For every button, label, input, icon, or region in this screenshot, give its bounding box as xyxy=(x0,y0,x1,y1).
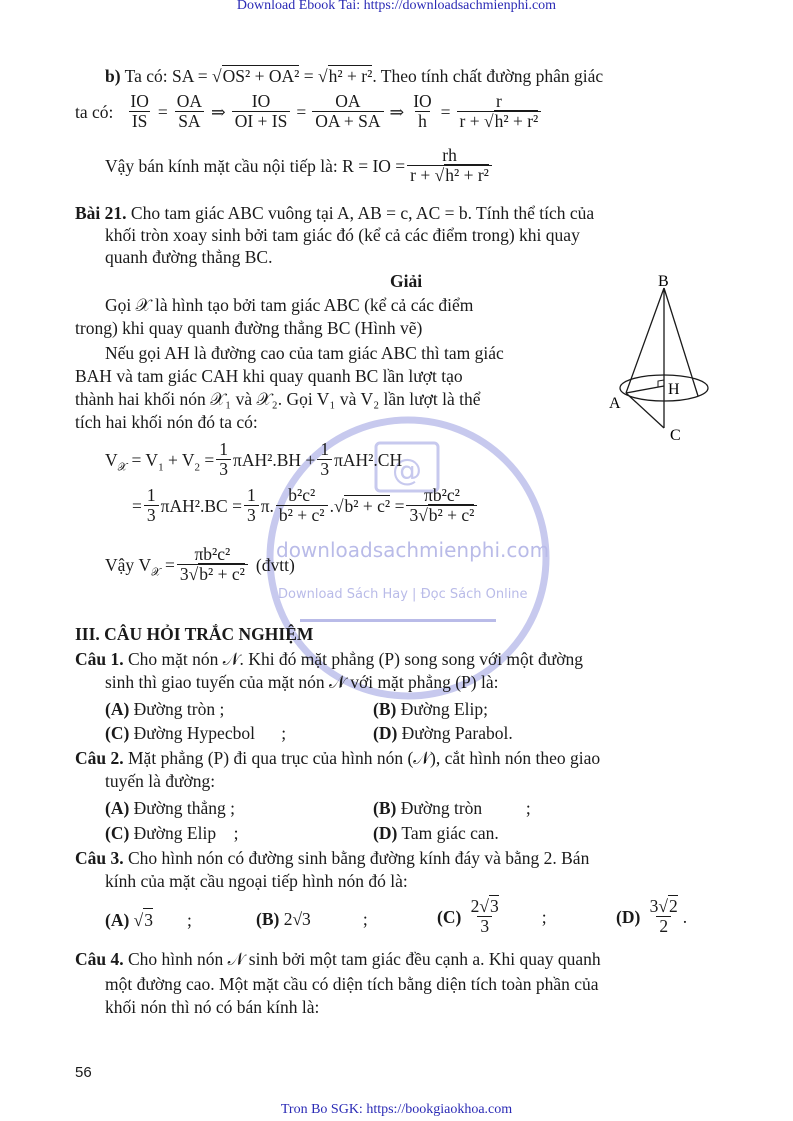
page-number: 56 xyxy=(75,1064,92,1081)
q2-option-b[interactable]: (B) Đường tròn ; xyxy=(373,798,531,818)
label-b: B xyxy=(658,273,669,290)
volume-conclusion: Vậy $V_𝒳$ = $\frac{\text{πb²c²}}{\text{3√b² + c²}}$ (đvtt) xyxy=(105,544,295,584)
volume-formula-line2: = $\frac{1}{3}$ πAH².BC = $\frac{1}{3}$ π. $\frac{\text{b²c²}}{\text{b² + c²}}$ .√b² + c² = $\frac{\text{πb²c²}}{\text{3√b² + c²}}$ xyxy=(132,486,479,525)
label-a: A xyxy=(609,395,621,412)
q1-option-a[interactable]: (A) Đường tròn ; xyxy=(105,699,225,719)
q1-line1: Câu 1. Cho mặt nón 𝒩. Khi đó mặt phẳng (P) song song với một đường xyxy=(75,649,584,669)
bai21-line3: quanh đường thẳng BC. xyxy=(105,247,273,267)
cone-figure xyxy=(600,268,715,448)
q3-line2: kính của mặt cầu ngoại tiếp hình nón đó là: xyxy=(105,871,408,891)
solution-line4: BAH và tam giác CAH khi quay quanh BC lần lượt tạo xyxy=(75,366,463,386)
part-b-conclusion: Vậy bán kính mặt cầu nội tiếp là: R = IO = $\frac{rh}{\text{r + √h² + r²}}$ xyxy=(105,146,494,185)
solution-line6: tích hai khối nón đó ta có: xyxy=(75,412,258,432)
q2-line1: Câu 2. Mặt phẳng (P) đi qua trục của hình nón (𝒩), cắt hình nón theo giao xyxy=(75,748,601,768)
q3-option-a[interactable]: (A) √ 3 ; xyxy=(105,909,192,930)
q1-option-c[interactable]: (C) Đường Hypecbol ; xyxy=(105,723,287,743)
q3-option-c[interactable]: (C) $\frac{2√3}{3}$ ; xyxy=(437,896,547,936)
q1-line2: sinh thì giao tuyến của mặt nón 𝒩 với mặt phẳng (P) là: xyxy=(105,672,499,692)
q4-line1: Câu 4. Cho hình nón 𝒩 sinh bởi một tam giác đều cạnh a. Khi quay quanh xyxy=(75,949,601,969)
q2-line2: tuyến là đường: xyxy=(105,771,216,791)
solution-line2: trong) khi quay quanh đường thẳng BC (Hình vẽ) xyxy=(75,318,423,338)
part-b-line2: ta có: $\frac{IO}{IS}$ = $\frac{OA}{SA}$ ⇒ $\frac{IO}{OI + IS}$ = $\frac{OA}{OA + SA}$ ⇒ $\frac{IO}{h}$ = $\frac{r}{\text{r + √h² + r²}}$ xyxy=(75,92,543,131)
section-title: III. CÂU HỎI TRẮC NGHIỆM xyxy=(75,624,314,644)
solution-heading: Giải xyxy=(390,271,423,291)
bai21-line1: Bài 21. Cho tam giác ABC vuông tại A, AB = c, AC = b. Tính thể tích của xyxy=(75,203,595,223)
solution-line3: Nếu gọi AH là đường cao của tam giác ABC thì tam giác xyxy=(105,343,504,363)
bai21-line2: khối tròn xoay sinh bởi tam giác đó (kể cả các điểm trong) khi quay xyxy=(105,225,580,245)
q1-option-b[interactable]: (B) Đường Elip; xyxy=(373,699,488,719)
q4-line3: khối nón thì nó có bán kính là: xyxy=(105,997,320,1017)
volume-formula-line1: $V_𝒳 = V_1 + V_2$ = $\frac{1}{3}$ πAH².BH + $\frac{1}{3}$ πAH².CH xyxy=(105,439,403,479)
q4-line2: một đường cao. Một mặt cầu có diện tích bằng diện tích toàn phần của xyxy=(105,974,599,994)
watermark-tagline: Download Sách Hay | Đọc Sách Online xyxy=(278,587,528,602)
svg-text:@: @ xyxy=(392,453,422,488)
q2-option-c[interactable]: (C) Đường Elip ; xyxy=(105,823,239,843)
watermark-site: downloadsachmienphi.com xyxy=(276,538,550,562)
header-link[interactable]: Download Ebook Tai: https://downloadsachmienphi.com xyxy=(236,0,557,13)
solution-line1: Gọi 𝒳 là hình tạo bởi tam giác ABC (kể cả các điểm xyxy=(105,295,474,315)
solution-line5: thành hai khối nón 𝒳₁ và 𝒳₂. Gọi V₁ và V₂ lần lượt là thể xyxy=(75,389,481,409)
watermark-bar xyxy=(300,619,496,622)
q3-option-d[interactable]: (D) $\frac{3√2}{2}$ . xyxy=(616,896,688,936)
q3-line1: Câu 3. Cho hình nón có đường sinh bằng đường kính đáy và bằng 2. Bán xyxy=(75,848,590,868)
q1-option-d[interactable]: (D) Đường Parabol. xyxy=(373,723,513,743)
label-c: C xyxy=(670,427,681,444)
footer-link[interactable]: Tron Bo SGK: https://bookgiaokhoa.com xyxy=(280,1102,513,1117)
q3-option-b[interactable]: (B) 2√3 ; xyxy=(256,909,368,929)
part-b-line1: b) Ta có: SA = √OS² + OA² = √h² + r². Theo tính chất đường phân giác xyxy=(105,66,604,86)
q2-option-d[interactable]: (D) Tam giác can. xyxy=(373,823,499,843)
label-h: H xyxy=(668,381,680,398)
q2-option-a[interactable]: (A) Đường thẳng ; xyxy=(105,798,236,818)
